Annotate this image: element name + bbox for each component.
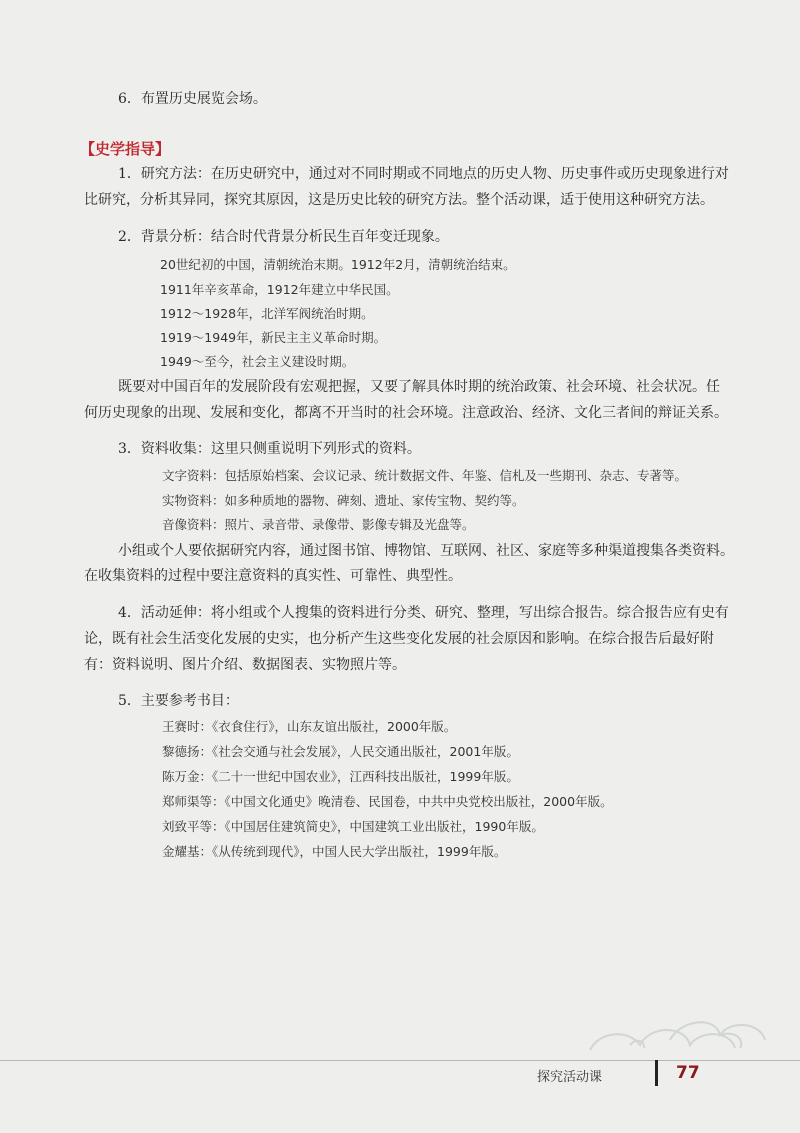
materials-para-1: 小组或个人要依据研究内容，通过图书馆、博物馆、互联网、社区、家庭等多种渠道搜集各类资料。 — [118, 543, 734, 559]
reference-item: 黎德扬：《社会交通与社会发展》，人民交通出版社，2001年版。 — [162, 744, 519, 759]
references-heading: 5．主要参考书目： — [118, 693, 239, 709]
method-line-1: 1．研究方法：在历史研究中，通过对不同时期或不同地点的历史人物、历史事件或历史现象进行对 — [118, 166, 729, 182]
extension-line-3: 有：资料说明、图片介绍、数据图表、实物照片等。 — [84, 657, 406, 673]
page-number: 77 — [676, 1063, 700, 1083]
timeline-item: 1912～1928年，北洋军阀统治时期。 — [160, 306, 374, 321]
item-6-exhibition: 6．布置历史展览会场。 — [118, 91, 267, 107]
background-heading: 2．背景分析：结合时代背景分析民生百年变迁现象。 — [118, 229, 449, 245]
extension-line-2: 论，既有社会生活变化发展的史实，也分析产生这些变化发展的社会原因和影响。在综合报告后最好附 — [84, 631, 714, 647]
materials-para-2: 在收集资料的过程中要注意资料的真实性、可靠性、典型性。 — [84, 568, 462, 584]
background-para-1: 既要对中国百年的发展阶段有宏观把握，又要了解具体时期的统治政策、社会环境、社会状况。任 — [118, 379, 720, 395]
extension-line-1: 4．活动延伸：将小组或个人搜集的资料进行分类、研究、整理，写出综合报告。综合报告应有史有 — [118, 605, 729, 621]
background-para-2: 何历史现象的出现、发展和变化，都离不开当时的社会环境。注意政治、经济、文化三者间的辩证关系。 — [84, 405, 728, 421]
reference-item: 郑师渠等：《中国文化通史》晚清卷、民国卷，中共中央党校出版社，2000年版。 — [162, 794, 613, 809]
footer-rule — [0, 1060, 800, 1061]
timeline-item: 1911年辛亥革命，1912年建立中华民国。 — [160, 282, 399, 297]
footer-section-label: 探究活动课 — [537, 1070, 603, 1085]
cloud-ornament — [570, 1000, 790, 1064]
material-type: 实物资料：如多种质地的器物、碑刻、遗址、家传宝物、契约等。 — [162, 493, 525, 508]
reference-item: 刘致平等：《中国居住建筑简史》，中国建筑工业出版社，1990年版。 — [162, 819, 544, 834]
timeline-item: 1919～1949年，新民主主义革命时期。 — [160, 330, 387, 345]
material-type: 文字资料：包括原始档案、会议记录、统计数据文件、年鉴、信札及一些期刊、杂志、专著等。 — [162, 468, 688, 483]
reference-item: 王赛时：《衣食住行》，山东友谊出版社，2000年版。 — [162, 719, 457, 734]
material-type: 音像资料：照片、录音带、录像带、影像专辑及光盘等。 — [162, 517, 475, 532]
reference-item: 陈万金：《二十一世纪中国农业》，江西科技出版社，1999年版。 — [162, 769, 519, 784]
timeline-item: 1949～至今，社会主义建设时期。 — [160, 354, 355, 369]
section-title: 【史学指导】 — [80, 140, 171, 158]
method-line-2: 比研究，分析其异同，探究其原因，这是历史比较的研究方法。整个活动课，适于使用这种研究方法。 — [84, 192, 714, 208]
reference-item: 金耀基：《从传统到现代》，中国人民大学出版社，1999年版。 — [162, 844, 507, 859]
footer-divider — [655, 1060, 658, 1086]
timeline-item: 20世纪初的中国，清朝统治末期。1912年2月，清朝统治结束。 — [160, 257, 516, 272]
materials-heading: 3．资料收集：这里只侧重说明下列形式的资料。 — [118, 441, 421, 457]
